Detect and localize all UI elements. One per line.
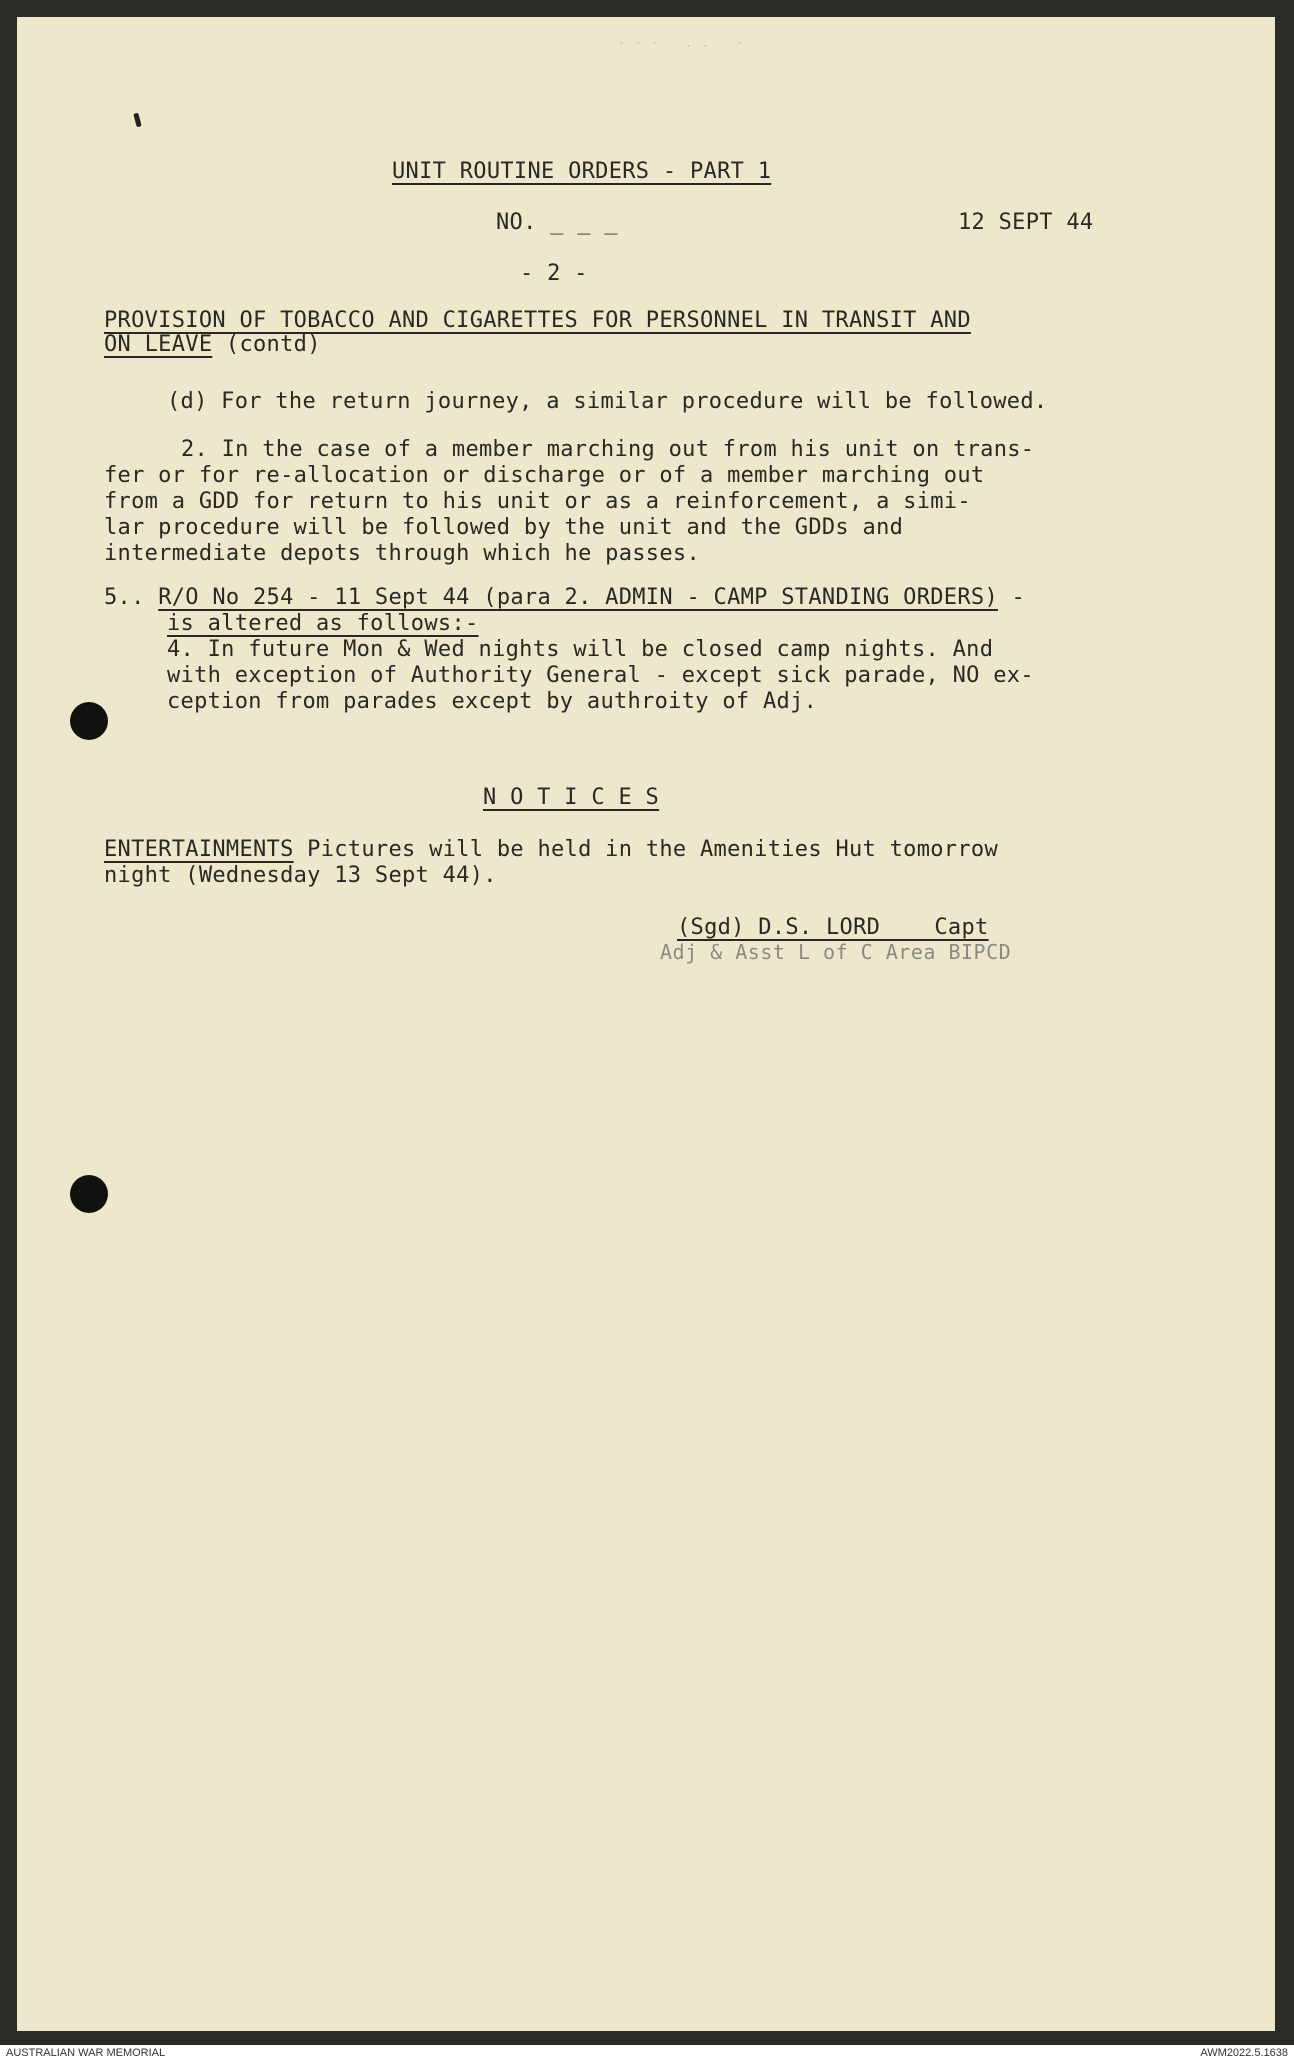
- notices-heading: N O T I C E S: [483, 785, 660, 810]
- entertainments-label: ENTERTAINMENTS: [104, 837, 294, 862]
- document-page: [17, 17, 1275, 2031]
- section-heading-continued: [104, 332, 321, 358]
- punch-hole-bottom: [70, 1175, 108, 1213]
- signature-title-stamp: Adj & Asst L of C Area BIPCD: [660, 940, 1012, 964]
- paragraph-d: (d) For the return journey, a similar procedure will be followed.: [167, 389, 1048, 414]
- ink-mark: [133, 113, 141, 128]
- para2-line-3: from a GDD for return to his unit or as a reinforcement, a simi-: [104, 489, 971, 514]
- entertainments-line-1: [104, 837, 998, 863]
- heading-underlined-part: ON LEAVE: [104, 332, 213, 357]
- faint-bleed-through: - - - . . -: [617, 35, 744, 51]
- page-number: - 2 -: [520, 261, 588, 286]
- entertainments-line-2: night (Wednesday 13 Sept 44).: [104, 863, 497, 888]
- para2-line-5: intermediate depots through which he passes.: [104, 541, 700, 566]
- entertainments-text: Pictures will be held in the Amenities Hut tomorrow: [293, 837, 998, 862]
- heading-contd: (contd): [212, 332, 321, 357]
- item-5-body-2: with exception of Authority General - except sick parade, NO ex-: [167, 663, 1034, 688]
- archive-reference: AWM2022.5.1638: [1200, 2047, 1288, 2059]
- para2-line-4: lar procedure will be followed by the unit and the GDDs and: [104, 515, 904, 540]
- order-date: 12 SEPT 44: [958, 210, 1094, 235]
- item-5-line-1: [104, 585, 1025, 611]
- item-5-dash: -: [997, 585, 1026, 610]
- para2-line-2: fer or for re-allocation or discharge or of a member marching out: [104, 463, 985, 488]
- item-5-reference: R/O No 254 - 11 Sept 44 (para 2. ADMIN - CAMP STANDING ORDERS): [158, 585, 998, 610]
- signature-line: (Sgd) D.S. LORD Capt: [677, 915, 989, 940]
- item-5-body-1: 4. In future Mon & Wed nights will be closed camp nights. And: [167, 637, 994, 662]
- para2-line-1: 2. In the case of a member marching out from his unit on trans-: [181, 437, 1035, 462]
- section-heading: PROVISION OF TOBACCO AND CIGARETTES FOR PERSONNEL IN TRANSIT AND: [104, 308, 971, 333]
- archive-footer: [0, 2045, 1294, 2061]
- item-5-number: 5..: [104, 585, 145, 610]
- order-number: NO. _ _ _: [496, 210, 618, 235]
- item-5-line-2: is altered as follows:-: [167, 611, 479, 636]
- archive-name: AUSTRALIAN WAR MEMORIAL: [6, 2047, 166, 2059]
- item-5-body-3: ception from parades except by authroity of Adj.: [167, 689, 818, 714]
- punch-hole-top: [70, 702, 108, 740]
- document-title: UNIT ROUTINE ORDERS - PART 1: [392, 159, 772, 184]
